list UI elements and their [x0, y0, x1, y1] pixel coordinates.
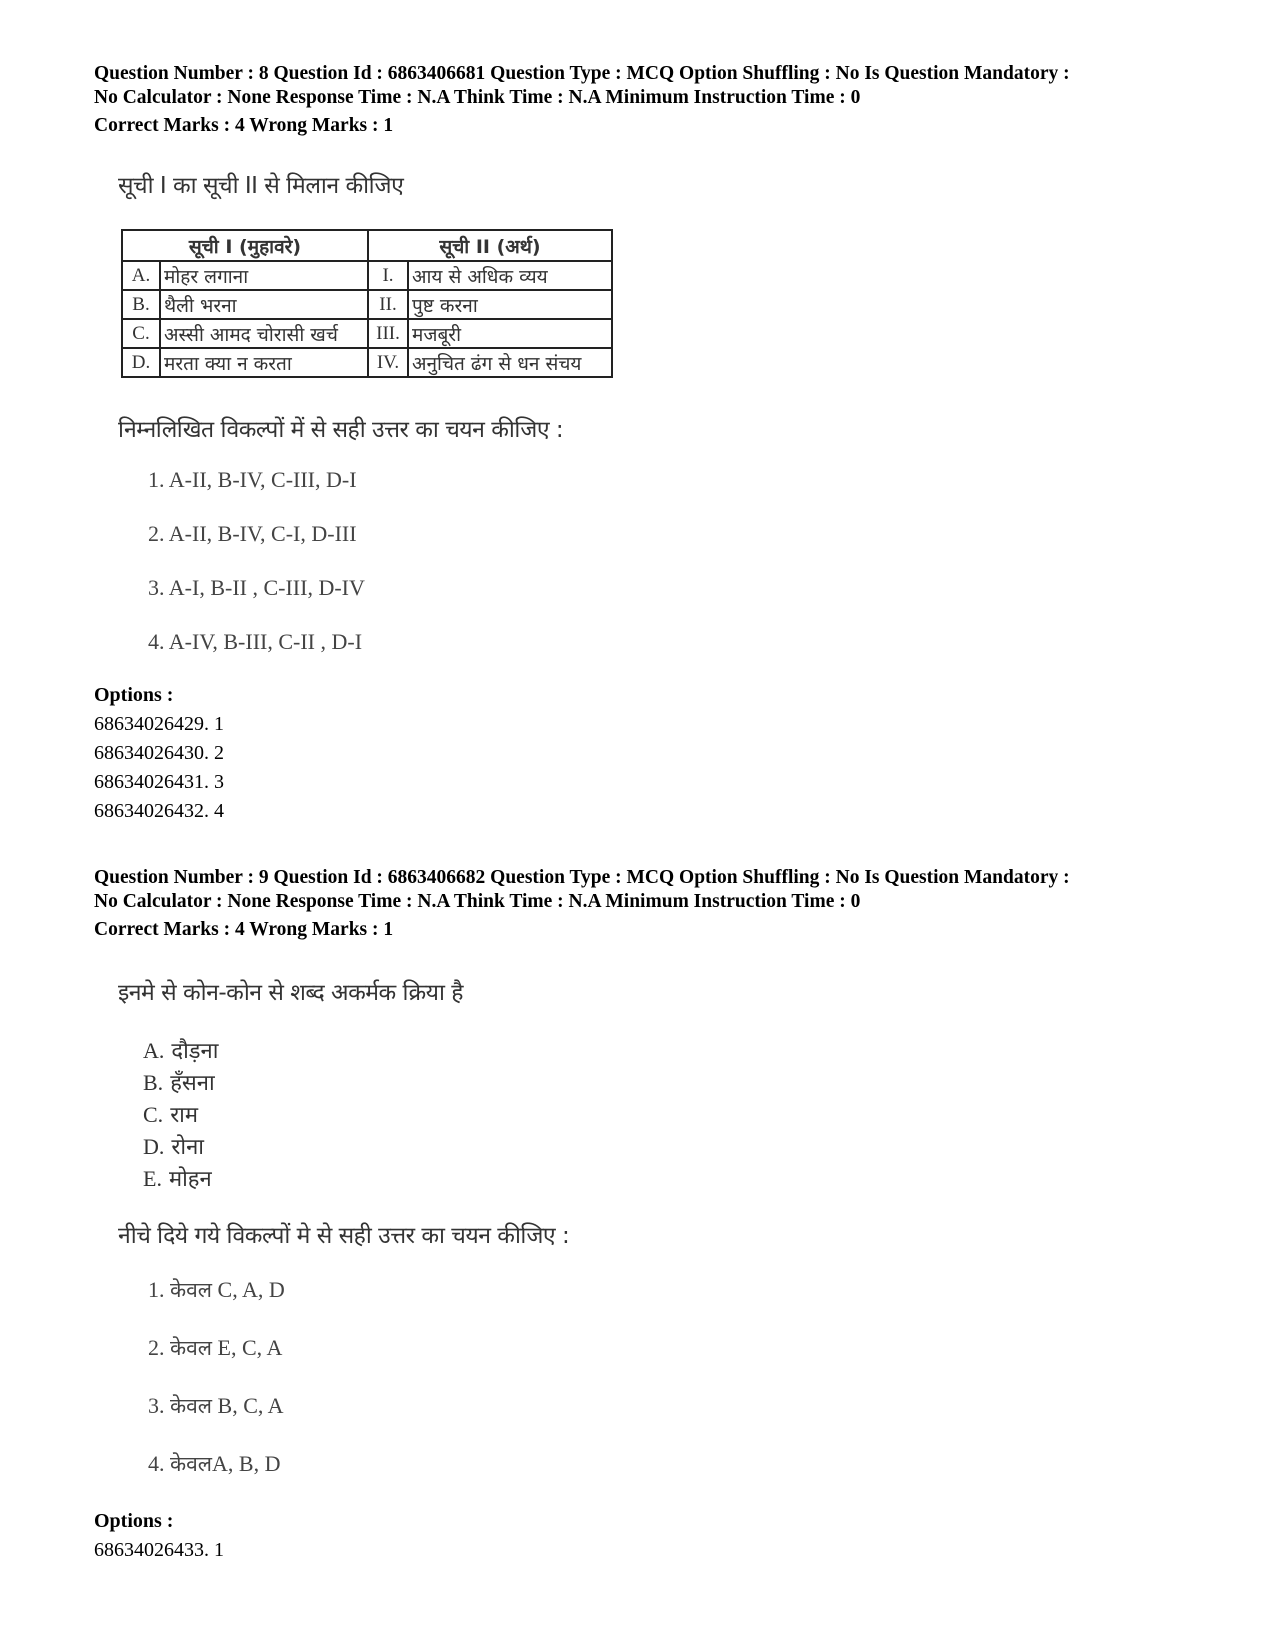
answer-choice: 1. केवल C, A, D [148, 1277, 285, 1302]
match-table-header [122, 230, 612, 261]
list-item: E. मोहन [143, 1166, 212, 1192]
list-2-key: III. [368, 319, 408, 348]
question-meta-line: No Calculator : None Response Time : N.A Think Time : N.A Minimum Instruction Time : 0 [94, 87, 861, 108]
table-row [122, 290, 612, 319]
list-1-value: अस्सी आमद चोरासी खर्च [160, 319, 368, 348]
list-item: D. रोना [143, 1134, 204, 1160]
answer-choice: 3. केवल B, C, A [148, 1393, 284, 1418]
answer-choice: 4. A-IV, B-III, C-II , D-I [148, 629, 363, 654]
answer-choice: 2. A-II, B-IV, C-I, D-III [148, 521, 357, 546]
list-1-value: थैली भरना [160, 290, 368, 319]
question-8-header [94, 62, 1214, 137]
list-2-value: अनुचित ढंग से धन संचय [408, 348, 612, 377]
table-row [122, 348, 612, 377]
option-id: 68634026430. 2 [94, 742, 224, 764]
option-id: 68634026433. 1 [94, 1539, 224, 1561]
question-8-instruction: निम्नलिखित विकल्पों में से सही उत्तर का चयन कीजिए : [118, 417, 564, 443]
list-2-key: II. [368, 290, 408, 319]
list-2-value: पुष्ट करना [408, 290, 612, 319]
question-marks: Correct Marks : 4 Wrong Marks : 1 [94, 919, 394, 940]
list-1-key: A. [122, 261, 160, 290]
list-item: A. दौड़ना [143, 1038, 219, 1064]
answer-choice: 1. A-II, B-IV, C-III, D-I [148, 467, 357, 492]
answer-choice: 3. A-I, B-II , C-III, D-IV [148, 575, 365, 600]
list-2-key: IV. [368, 348, 408, 377]
list-2-value: मजबूरी [408, 319, 612, 348]
option-id: 68634026429. 1 [94, 713, 224, 735]
list-1-key: B. [122, 290, 160, 319]
answer-choice: 2. केवल E, C, A [148, 1335, 283, 1360]
table-row [122, 261, 612, 290]
list-2-value: आय से अधिक व्यय [408, 261, 612, 290]
question-marks: Correct Marks : 4 Wrong Marks : 1 [94, 115, 394, 136]
list-1-key: C. [122, 319, 160, 348]
options-label: Options : [94, 684, 174, 706]
question-9-header [94, 866, 1214, 941]
list-1-value: मोहर लगाना [160, 261, 368, 290]
list-item: B. हँसना [143, 1070, 215, 1096]
question-9-instruction: नीचे दिये गये विकल्पों मे से सही उत्तर का चयन कीजिए : [118, 1223, 570, 1249]
match-table [121, 229, 613, 378]
list-2-key: I. [368, 261, 408, 290]
question-meta-line: Question Number : 9 Question Id : 6863406682 Question Type : MCQ Option Shuffling : No Is Question Mandatory : [94, 867, 1070, 888]
question-meta-line: Question Number : 8 Question Id : 6863406681 Question Type : MCQ Option Shuffling : No Is Question Mandatory : [94, 63, 1070, 84]
question-8-prompt: सूची I का सूची II से मिलान कीजिए [118, 173, 404, 199]
list-2-header: सूची II (अर्थ) [368, 230, 612, 261]
table-row [122, 319, 612, 348]
list-1-value: मरता क्या न करता [160, 348, 368, 377]
answer-choice: 4. केवलA, B, D [148, 1451, 281, 1476]
list-item: C. राम [143, 1102, 199, 1128]
option-id: 68634026432. 4 [94, 800, 224, 822]
option-id: 68634026431. 3 [94, 771, 224, 793]
list-1-key: D. [122, 348, 160, 377]
options-label: Options : [94, 1510, 174, 1532]
question-meta-line: No Calculator : None Response Time : N.A Think Time : N.A Minimum Instruction Time : 0 [94, 891, 861, 912]
list-1-header: सूची I (मुहावरे) [122, 230, 368, 261]
question-9-prompt: इनमे से कोन-कोन से शब्द अकर्मक क्रिया है [118, 980, 463, 1006]
